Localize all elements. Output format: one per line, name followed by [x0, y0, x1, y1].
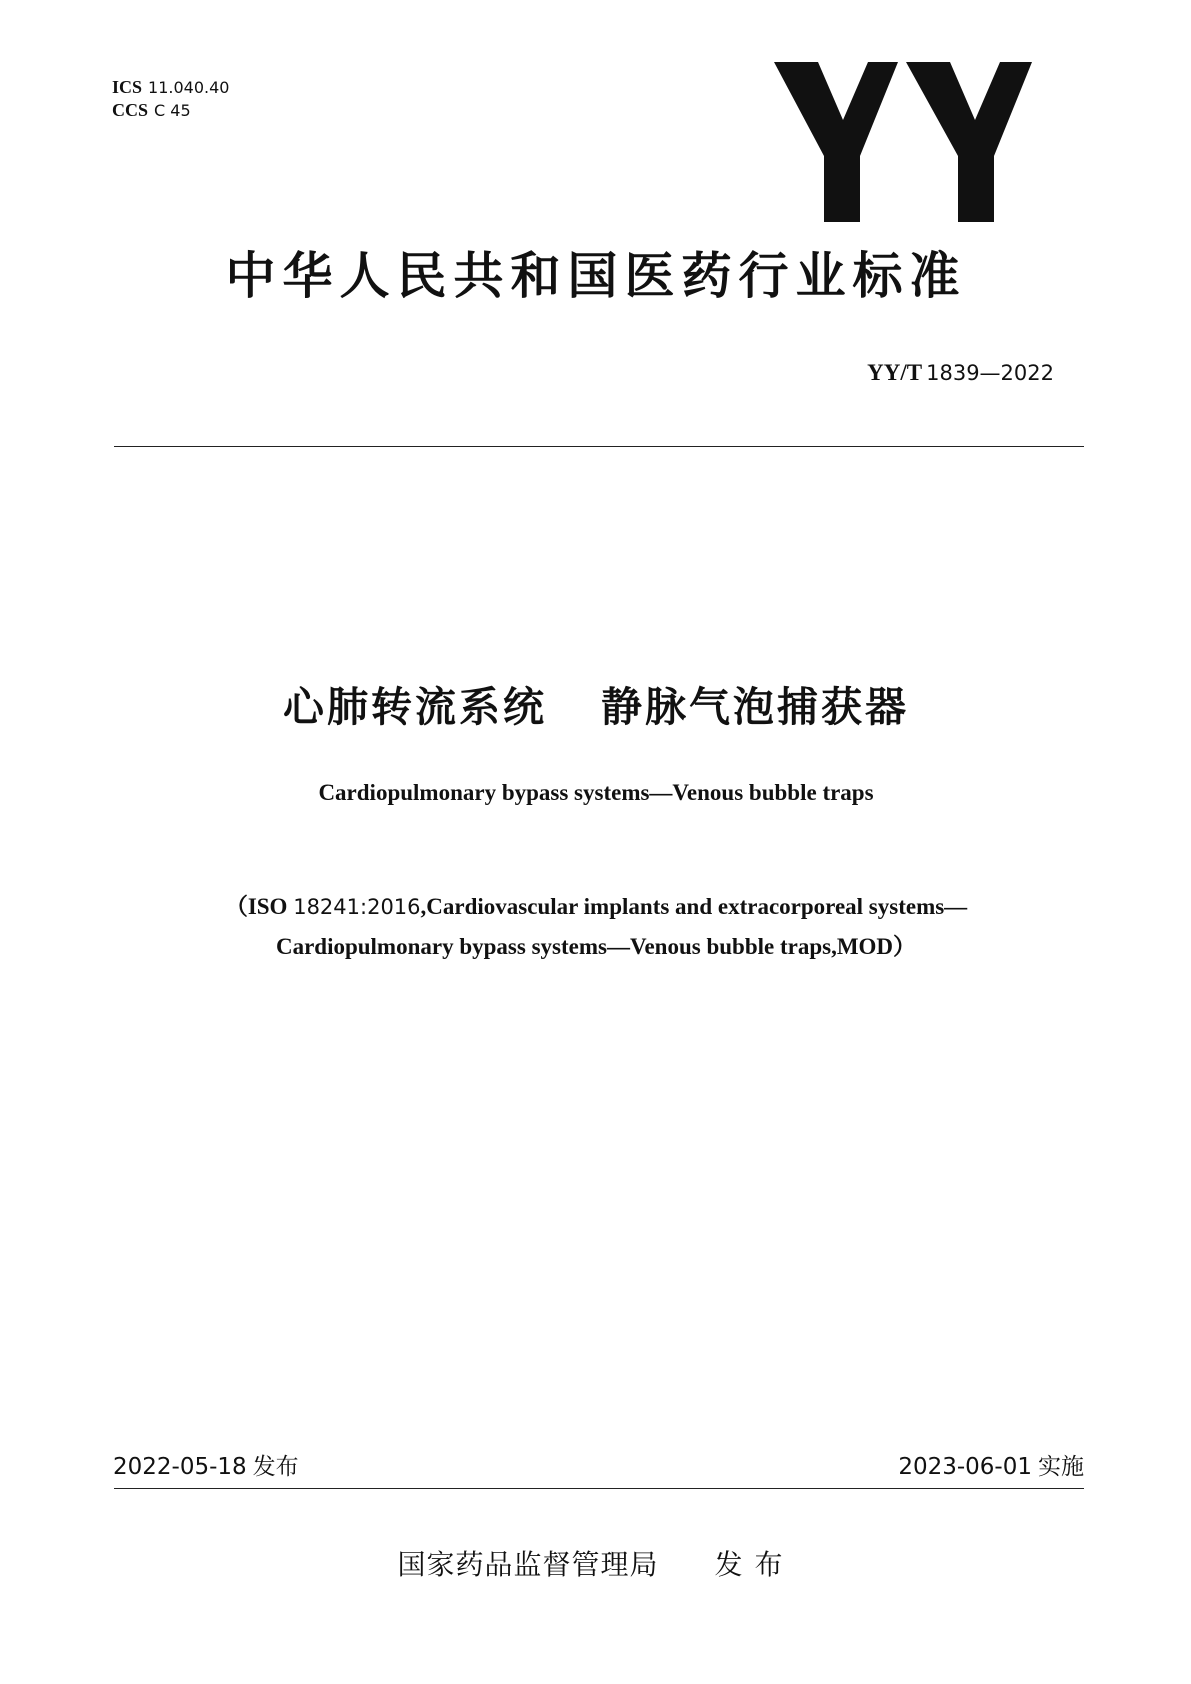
standard-number-value: 1839—2022	[926, 361, 1054, 385]
iso-reference	[106, 887, 1086, 967]
title-cn-part2: 静脉气泡捕获器	[601, 683, 909, 731]
issuer	[106, 1543, 1086, 1583]
ccs-value: C 45	[154, 101, 191, 120]
issuer-action: 发布	[714, 1548, 795, 1581]
issued-date-word: 发布	[252, 1454, 299, 1480]
yy-logo-letter-y-first	[774, 62, 898, 222]
ccs-label: CCS	[112, 100, 149, 120]
iso-reference-line2: Cardiopulmonary bypass systems—Venous bubble traps,MOD）	[275, 934, 917, 959]
effective-date-value: 2023-06-01	[898, 1454, 1032, 1480]
effective-date	[898, 1448, 1084, 1481]
title-cn-part1: 心肺转流系统	[283, 683, 547, 731]
iso-number: 18241:2016	[293, 895, 421, 919]
standard-number-prefix: YY/T	[867, 360, 923, 385]
top-divider	[114, 446, 1084, 447]
yy-logo	[774, 62, 1032, 222]
iso-label: ISO	[247, 894, 288, 919]
ics-value: 11.040.40	[148, 78, 230, 97]
issued-date-value: 2022-05-18	[113, 1454, 247, 1480]
standard-title: 中华人民共和国医药行业标准	[225, 247, 967, 305]
iso-reference-line1: （ISO 18241:2016,Cardiovascular implants and extracorporeal systems—	[224, 894, 968, 919]
ics-label: ICS	[112, 77, 143, 97]
ics-code	[112, 76, 229, 99]
bottom-divider	[114, 1488, 1084, 1489]
yy-logo-letter-y-second	[906, 62, 1032, 222]
effective-date-word: 实施	[1038, 1454, 1084, 1480]
iso-reference-line1-rest: ,Cardiovascular implants and extracorporeal systems—	[420, 894, 968, 919]
standard-number	[867, 360, 1054, 386]
title-cn	[106, 674, 1086, 733]
issued-date	[113, 1448, 299, 1481]
issuer-organization: 国家药品监督管理局	[397, 1548, 659, 1581]
title-en: Cardiopulmonary bypass systems—Venous bubble traps	[318, 780, 874, 805]
classification-codes	[112, 76, 229, 122]
ccs-code	[112, 99, 229, 122]
